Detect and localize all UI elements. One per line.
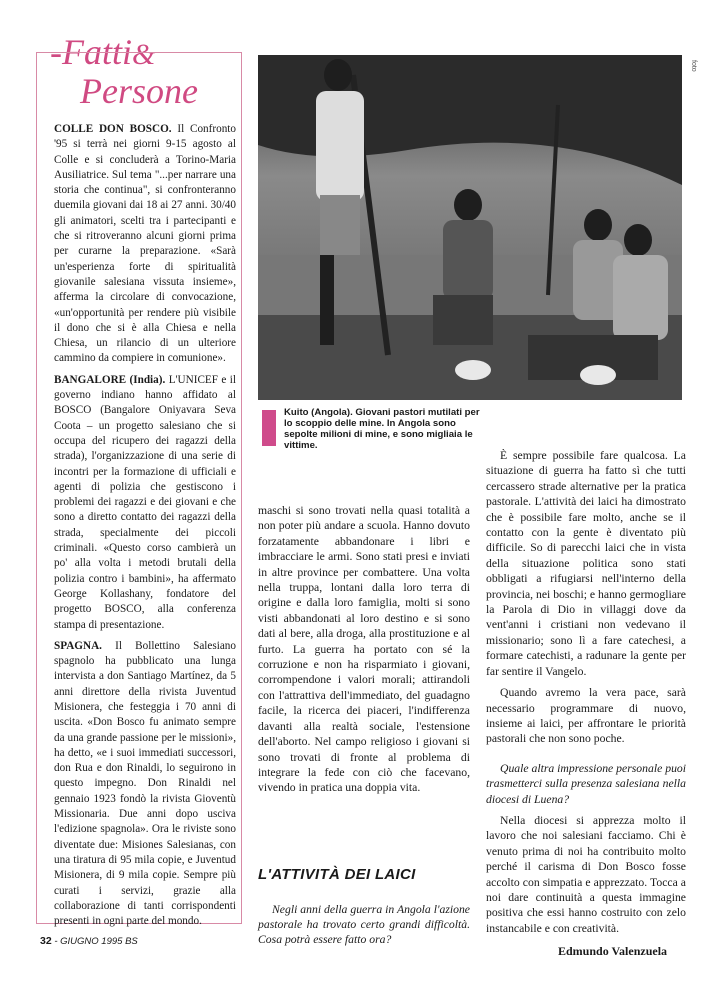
rubric-word-2: Persone — [80, 71, 198, 111]
news-item — [54, 373, 236, 633]
news-item-body: Il Confronto '95 si terrà nei giorni 9-15 agosto al Colle e si concluderà a Torino-Maria Ausiliatrice. Sul tema "...per narrare una storia che continua", si confronteranno duemila giovani dai 18 ai 27 anni. 30/40 gli animatori, scelti tra i partecipanti e che si ritroveranno alcuni giorni prima per curarne la preparazione. «Sarà un'esperienza forte di spiritualità giovanile salesiana vissuta insieme», afferma la circolare di convocazione, «un'opportunità per rendere più visibile il dono che si è alla Chiesa e nella Chiesa, un rilancio di un ulteriore cammino da compiere in comunione». — [54, 123, 236, 365]
news-item-lead: BANGALORE (India). — [54, 373, 166, 386]
page-number: 32 — [40, 935, 52, 947]
news-item-body: L'UNICEF e il governo indiano hanno affidato al BOSCO (Bangalore Oniyavara Seva Coota – un progetto salesiano che si occupa del ricupero dei ragazzi della strada), l'organizzazione di una serie di incontri per la formazione di ufficiali e agenti di polizia che gestiscono i problemi dei ragazzi e dei giovani e che sono a diretto contatto dei ragazzi della strada, specialmente dei piccoli criminali. «Questo corso cambierà un po' alla volta i metodi brutali della polizia contro i bambini», ha affermato George Kollashany, fondatore del progetto BOSCO, alla conferenza stampa di presentazione. — [54, 373, 236, 631]
page-footer — [40, 935, 138, 947]
news-sidebar-text — [54, 122, 236, 935]
news-item — [54, 122, 236, 367]
interview-question: Negli anni della guerra in Angola l'azione pastorale ha trovato certo grandi difficoltà. Cosa potrà essere fatto ora? — [258, 903, 470, 947]
article-paragraph: Quando avremo la vera pace, sarà necessario programmare di nuovo, insieme ai laici, per affrontare le priorità pastorali che non sono poche. — [486, 686, 686, 746]
section-heading: L'ATTIVITÀ DEI LAICI — [258, 866, 416, 883]
interview-question: Quale altra impressione personale puoi trasmetterci sulla presenza salesiana nella diocesi di Luena? — [486, 761, 686, 806]
news-item-body: Il Bollettino Salesiano spagnolo ha pubblicato una lunga intervista a don Santiago Martínez, da 5 anni direttore della rivista Juventud Misionera, che festeggia i 70 anni di uscita. «Don Bosco fu animato sempre da una grande passione per le missioni», ha detto, «e i suoi immediati successori, don Rua e don Rinaldi, lo seguirono in questo impegno. Don Rinaldi nel gennaio 1923 fondò la rivista Gioventù Missionaria. Due anni dopo usciva l'edizione spagnola». Ora le riviste sono diventate due: Misiones Salesianas, con una tiratura di 95 mila copie, e Juventud Misionera, di 9 mila copie. Sempre più curati i servizi, grazie alla collaborazione di tanti corrispondenti presenti in ogni parte del mondo. — [54, 639, 236, 928]
news-item — [54, 639, 236, 930]
article-paragraph: È sempre possibile fare qualcosa. La situazione di guerra ha fatto sì che tutti cercassero strade alternative per la pratica pastorale. L'attività dei laici ha dimostrato che è possibile fare molto, anche se il contatto con la gente è diventato più difficile. So di parecchi laici che in vista della situazione politica sono stati obbligati a rifugiarsi nell'interno della provincia, nei boschi; e hanno germogliare la Parola di Dio in villaggi dove da vent'anni i cristiani non vedevano il missionario; sono lì a fare catechesi, a formare catechisti, a radunare la gente per far sentire il Vangelo. — [486, 449, 686, 678]
article-paragraph: Nella diocesi si apprezza molto il lavoro che noi salesiani facciamo. Chi è venuto prima di noi ha contribuito molto perché il carisma di Don Bosco fosse accolto con simpatia e apprezzato. Tocca a noi dare continuità a questa immagine positiva che essi hanno costruito con zelo instancabile e con creatività. — [486, 813, 686, 935]
news-item-lead: SPAGNA. — [54, 639, 102, 652]
issue-label: - GIUGNO 1995 BS — [51, 936, 138, 947]
angola-photo — [258, 55, 682, 400]
rubric-ampersand: & — [132, 38, 156, 71]
article-paragraph: maschi si sono trovati nella quasi totalità a non poter più andare a scuola. Hanno dovuto forzatamente abbandonare i libri e imbracciare le armi. Sono stati presi e inviati in altre province per combattere. Una volta nella truppa, lontani dalla loro terra di origine e dalla loro famiglia, molti si sono visti abbandonati al loro destino e si sono dati al bere, alla droga, alla prostituzione e al furto. La guerra ha portato con sé la corruzione e non ha risparmiato i giovani, corrompendone i valori morali; attirandoli con l'attrattiva dell'immediato, del guadagno facile, la ricerca dei piaceri, l'indifferenza davanti alla realtà sociale, l'estensione dell'aborto. Nel campo religioso i giovani si sono trovati di fronte al problema di integrare la fede con ciò che facevano, vivendo in pratica una doppia vita. — [258, 504, 470, 795]
news-item-lead: COLLE DON BOSCO. — [54, 123, 172, 135]
article-column-2 — [258, 503, 470, 796]
section-rubric: -Fatti& Persone — [40, 34, 240, 109]
caption-accent-bar — [262, 410, 276, 446]
photo-credit: foto — [690, 60, 697, 72]
rubric-word-1: Fatti — [62, 32, 132, 72]
author-signature: Edmundo Valenzuela — [558, 944, 668, 958]
photo-caption: Kuito (Angola). Giovani pastori mutilati per lo scoppio delle mine. In Angola sono sepolte milioni di mine, e sono migliaia le vittime. — [284, 407, 480, 451]
article-column-3 — [486, 448, 686, 936]
